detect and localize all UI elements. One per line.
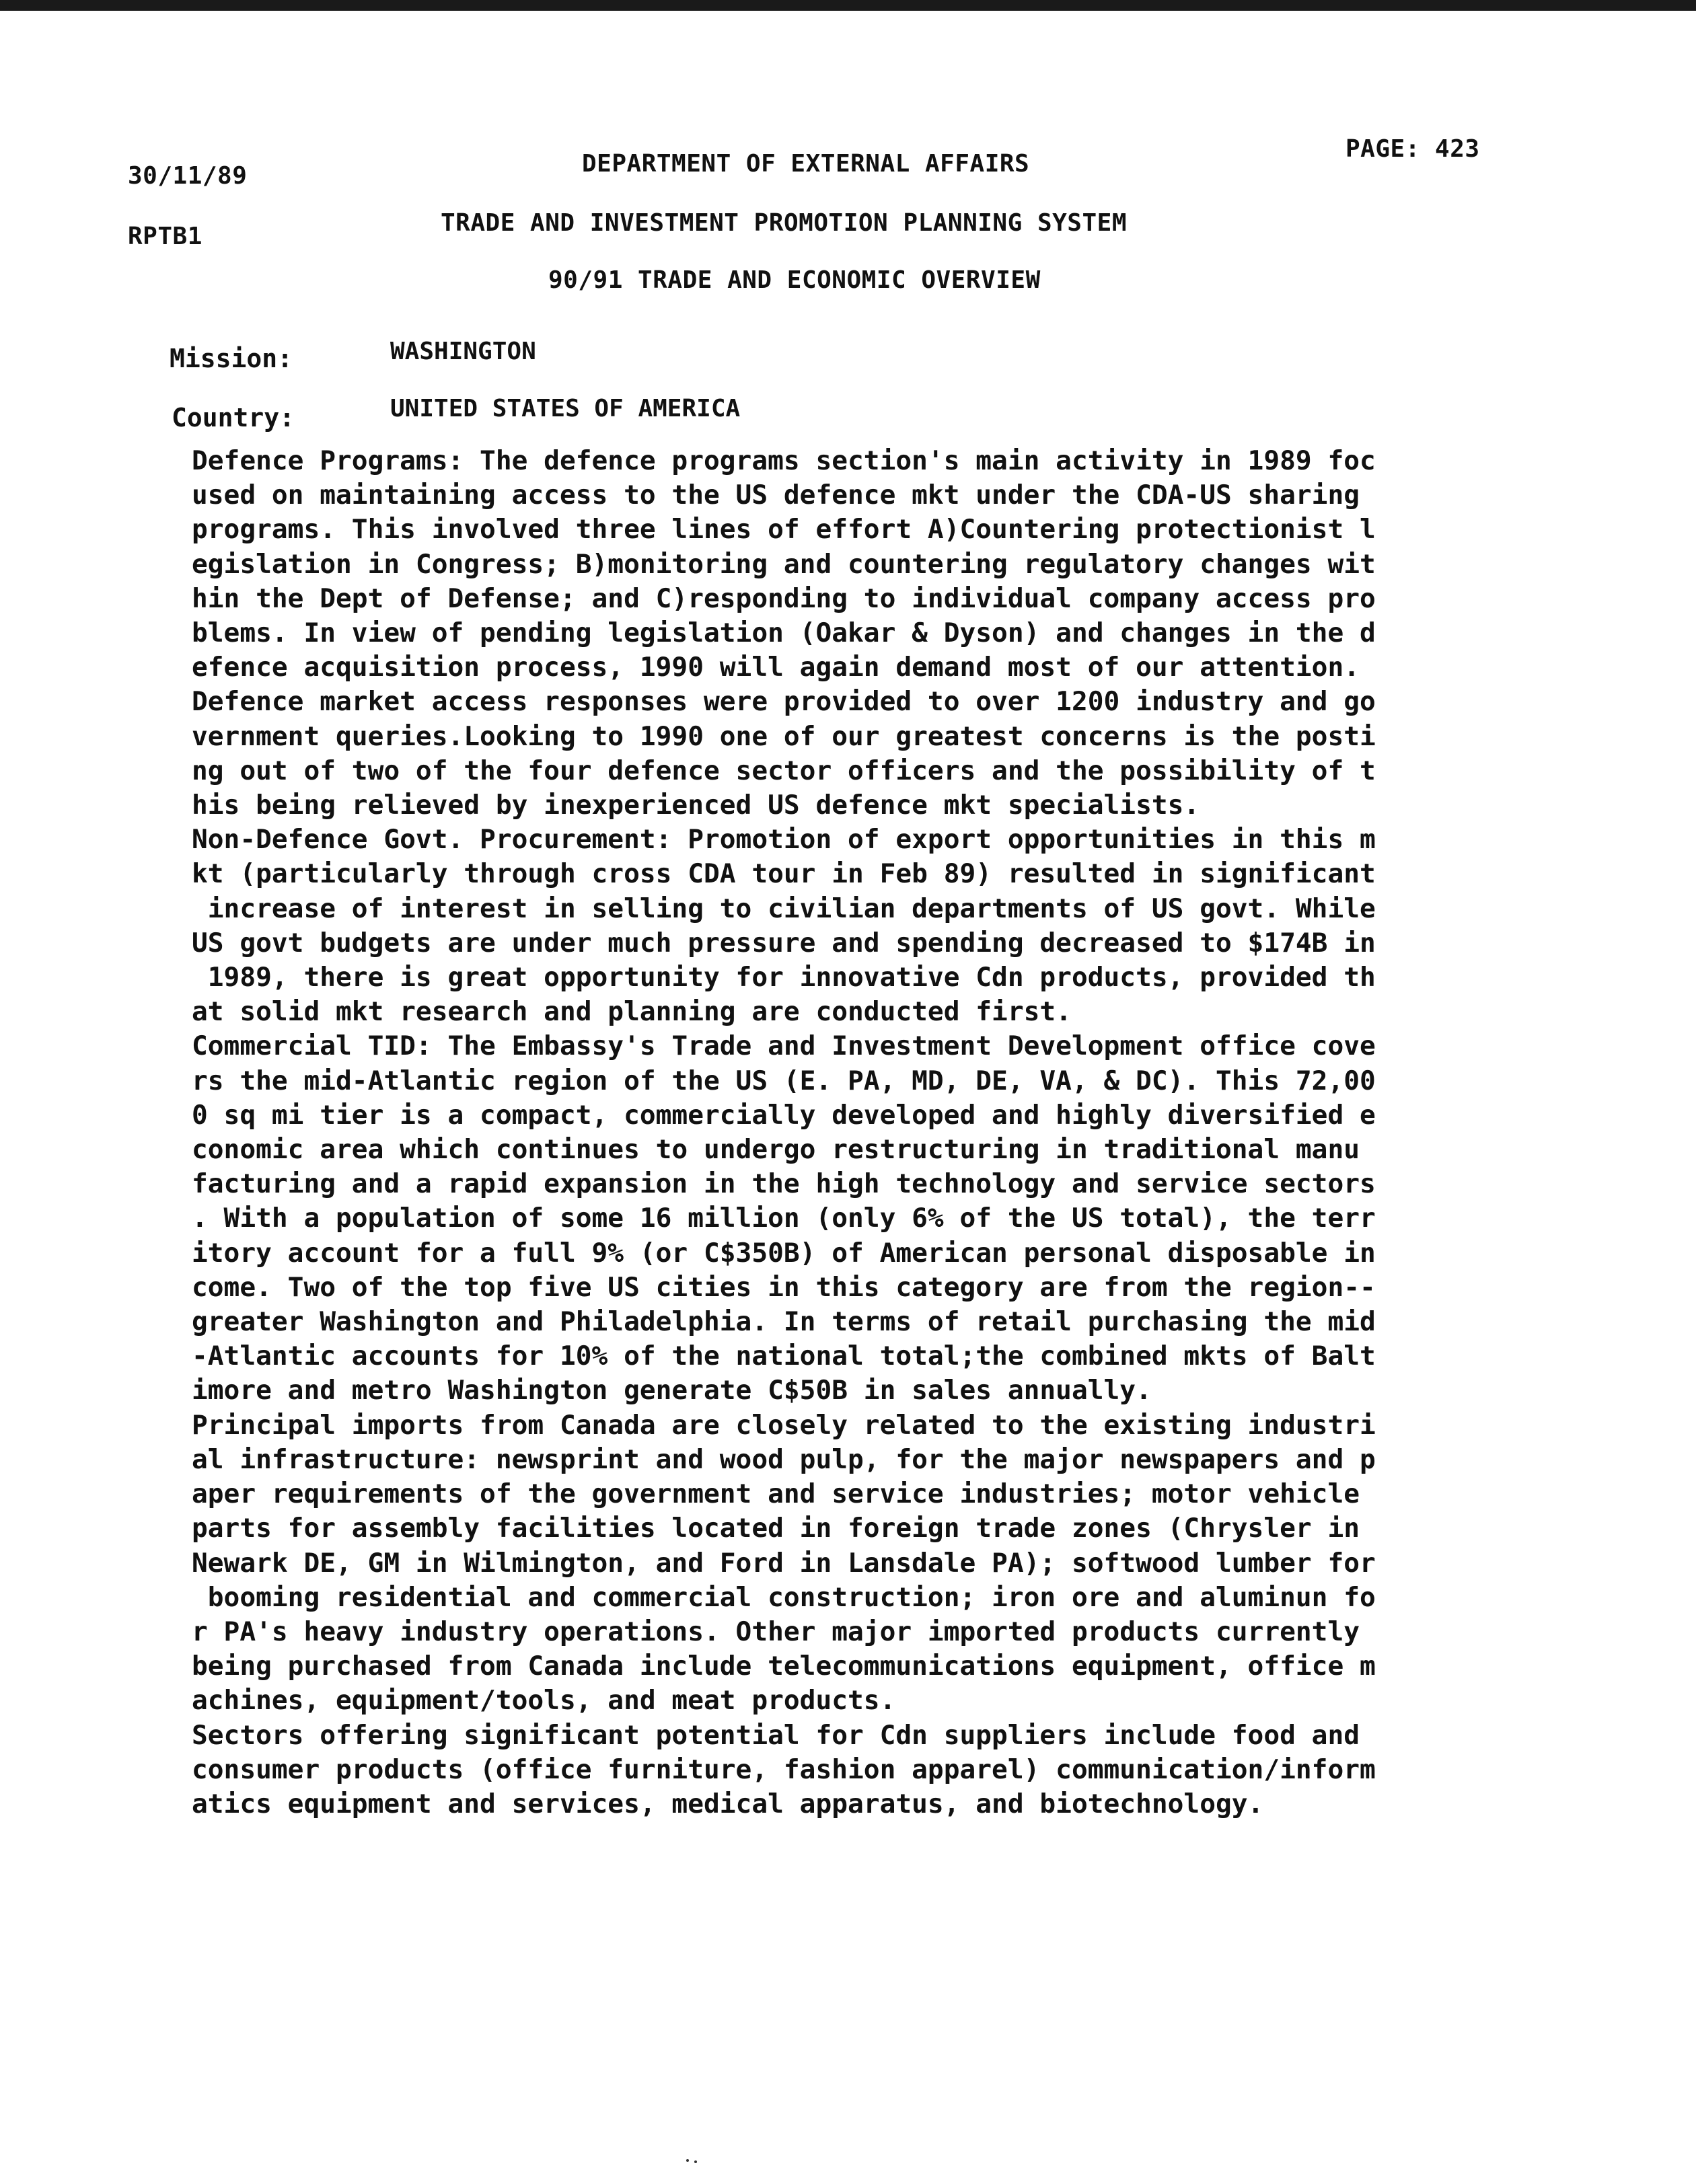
overview-title: 90/91 TRADE AND ECONOMIC OVERVIEW xyxy=(548,266,1041,294)
body-line: imore and metro Washington generate C$50B in sales annually. xyxy=(192,1375,1152,1406)
body-line: vernment queries.Looking to 1990 one of our greatest concerns is the posti xyxy=(192,720,1376,752)
mission-value: WASHINGTON xyxy=(390,338,536,365)
country-label: Country: xyxy=(172,403,295,432)
body-line: 0 sq mi tier is a compact, commercially developed and highly diversified e xyxy=(192,1099,1376,1131)
body-line: aper requirements of the government and service industries; motor vehicle xyxy=(192,1478,1360,1510)
body-line: Commercial TID: The Embassy's Trade and Investment Development office cove xyxy=(192,1030,1376,1062)
scan-speck xyxy=(694,2160,697,2163)
body-line: Defence market access responses were provided to over 1200 industry and go xyxy=(192,686,1376,718)
body-line: egislation in Congress; B)monitoring and countering regulatory changes wit xyxy=(192,548,1376,580)
department-title: DEPARTMENT OF EXTERNAL AFFAIRS xyxy=(582,150,1030,178)
report-id: RPTB1 xyxy=(128,223,202,250)
overview-body xyxy=(192,444,1557,1821)
body-line: US govt budgets are under much pressure and spending decreased to $174B in xyxy=(192,927,1376,958)
body-line: Defence Programs: The defence programs section's main activity in 1989 foc xyxy=(192,445,1376,476)
body-line: parts for assembly facilities located in foreign trade zones (Chrysler in xyxy=(192,1513,1360,1544)
country-value: UNITED STATES OF AMERICA xyxy=(390,395,741,422)
body-line: being purchased from Canada include telecommunications equipment, office m xyxy=(192,1651,1376,1682)
body-line: his being relieved by inexperienced US defence mkt specialists. xyxy=(192,790,1200,821)
body-line: programs. This involved three lines of effort A)Countering protectionist l xyxy=(192,514,1376,545)
body-line: efence acquisition process, 1990 will again demand most of our attention. xyxy=(192,652,1360,683)
body-line: hin the Dept of Defense; and C)responding to individual company access pro xyxy=(192,582,1376,614)
body-line: . With a population of some 16 million (only 6% of the US total), the terr xyxy=(192,1203,1376,1234)
report-date: 30/11/89 xyxy=(128,162,248,190)
body-line: ng out of two of the four defence sector officers and the possibility of t xyxy=(192,755,1376,786)
mission-label: Mission: xyxy=(170,344,293,373)
body-line: used on maintaining access to the US defence mkt under the CDA-US sharing xyxy=(192,480,1360,511)
body-line: itory account for a full 9% (or C$350B) of American personal disposable in xyxy=(192,1237,1376,1269)
body-line: Sectors offering significant potential for Cdn suppliers include food and xyxy=(192,1719,1360,1751)
body-line: increase of interest in selling to civilian departments of US govt. While xyxy=(192,893,1376,924)
body-line: consumer products (office furniture, fashion apparel) communication/inform xyxy=(192,1754,1376,1785)
body-line: blems. In view of pending legislation (Oakar & Dyson) and changes in the d xyxy=(192,617,1376,649)
body-line: -Atlantic accounts for 10% of the national total;the combined mkts of Balt xyxy=(192,1341,1376,1372)
body-line: Non-Defence Govt. Procurement: Promotion of export opportunities in this m xyxy=(192,824,1376,856)
body-line: atics equipment and services, medical apparatus, and biotechnology. xyxy=(192,1788,1264,1819)
body-line: al infrastructure: newsprint and wood pulp, for the major newspapers and p xyxy=(192,1443,1376,1475)
body-line: come. Two of the top five US cities in this category are from the region-- xyxy=(192,1271,1376,1303)
body-line: achines, equipment/tools, and meat products. xyxy=(192,1685,896,1717)
body-line: 1989, there is great opportunity for innovative Cdn products, provided th xyxy=(192,962,1376,993)
body-line: r PA's heavy industry operations. Other major imported products currently xyxy=(192,1616,1360,1647)
body-line: conomic area which continues to undergo restructuring in traditional manu xyxy=(192,1134,1360,1166)
system-title: TRADE AND INVESTMENT PROMOTION PLANNING SYSTEM xyxy=(441,209,1127,237)
body-line: booming residential and commercial construction; iron ore and aluminun fo xyxy=(192,1581,1376,1613)
body-line: Newark DE, GM in Wilmington, and Ford in Lansdale PA); softwood lumber for xyxy=(192,1547,1376,1579)
body-line: rs the mid-Atlantic region of the US (E. PA, MD, DE, VA, & DC). This 72,00 xyxy=(192,1065,1376,1096)
scan-speck xyxy=(686,2159,689,2162)
body-line: Principal imports from Canada are closely related to the existing industri xyxy=(192,1409,1376,1441)
body-line: facturing and a rapid expansion in the high technology and service sectors xyxy=(192,1168,1376,1200)
scan-top-border xyxy=(0,0,1696,11)
page-number: PAGE: 423 xyxy=(1345,135,1480,163)
body-line: at solid mkt research and planning are conducted first. xyxy=(192,996,1072,1028)
body-line: kt (particularly through cross CDA tour in Feb 89) resulted in significant xyxy=(192,858,1376,890)
body-line: greater Washington and Philadelphia. In terms of retail purchasing the mid xyxy=(192,1306,1376,1338)
